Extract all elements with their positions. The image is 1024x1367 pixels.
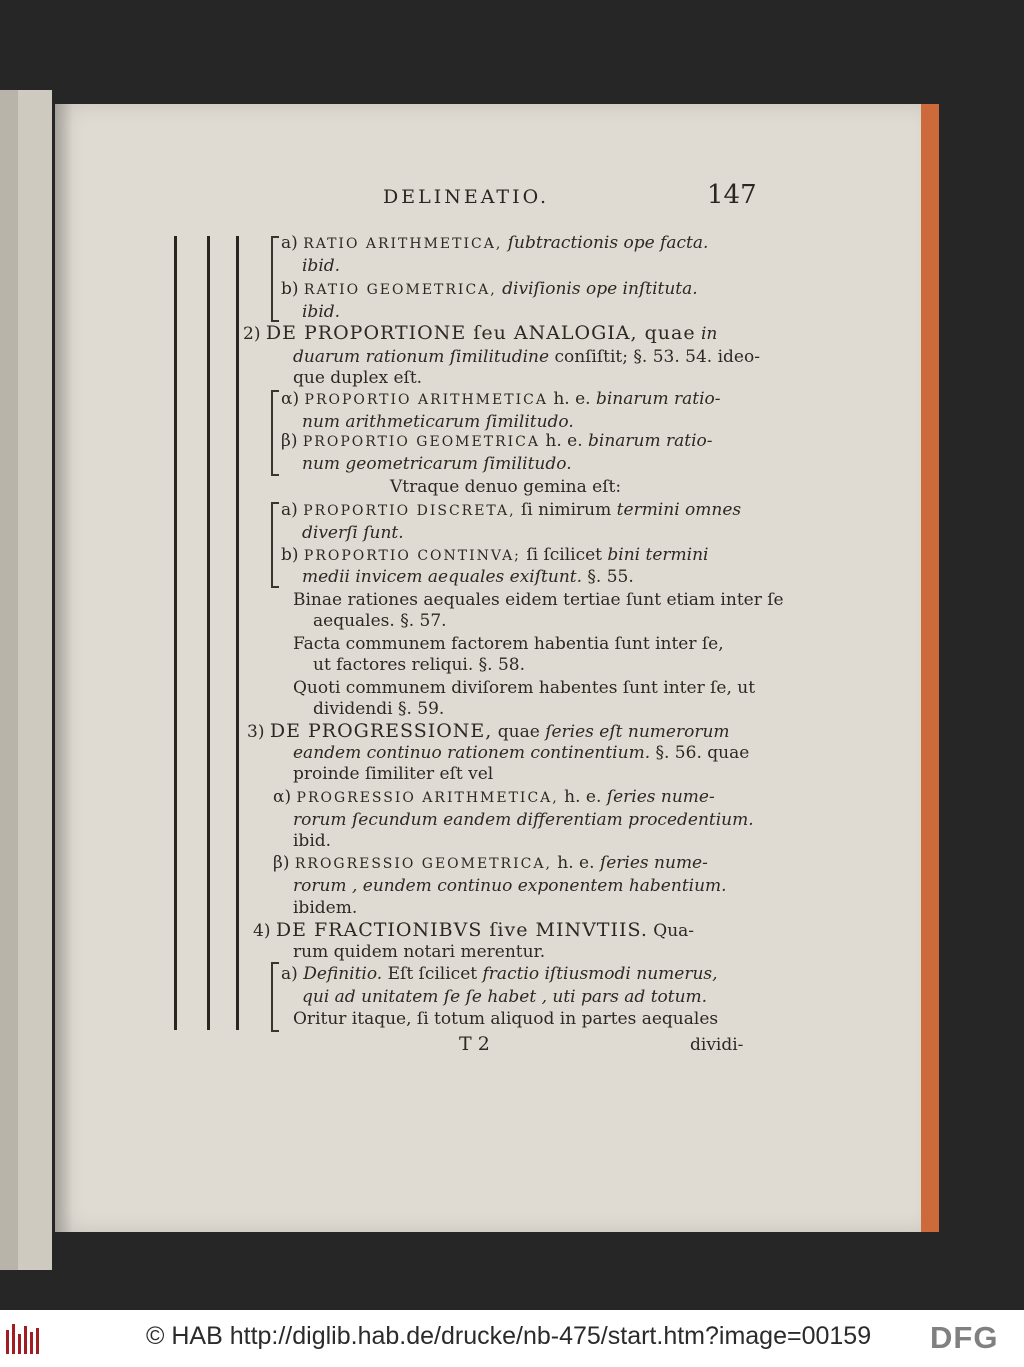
section-heading: 4) DE FRACTIONIBVS ſive MINVTIIS. Qua-: [253, 919, 695, 941]
text-line: num geometricarum ſimilitudo.: [302, 454, 572, 474]
text-line: qui ad unitatem ſe ſe habet , uti pars ad totum.: [302, 987, 708, 1007]
text-line: diverſi ſunt.: [302, 523, 404, 543]
text-line: Oritur itaque, ſi totum aliquod in partes aequales: [293, 1009, 719, 1029]
text-line: dividendi §. 59.: [313, 699, 445, 719]
text-line: α) PROPORTIO ARITHMETICA h. e. binarum ratio-: [281, 389, 721, 409]
signature-mark: T 2: [459, 1033, 490, 1055]
catchword: dividi-: [690, 1035, 744, 1055]
text-line: Facta communem factorem habentia ſunt inter ſe,: [293, 634, 724, 654]
text-line: ibidem.: [293, 898, 358, 918]
text-line: num arithmeticarum ſimilitudo.: [302, 412, 574, 432]
text-line: a) RATIO ARITHMETICA, ſubtractionis ope facta.: [281, 233, 709, 253]
text-line: b) RATIO GEOMETRICA, diviſionis ope inſtituta.: [281, 279, 698, 299]
section-heading: 2) DE PROPORTIONE ſeu ANALOGIA, quae in: [243, 322, 718, 344]
text-line: medii invicem aequales exiſtunt. §. 55.: [302, 567, 634, 587]
text-line: ut factores reliqui. §. 58.: [313, 655, 525, 675]
dfg-logo: DFG: [930, 1320, 999, 1355]
outline-rule-3: [236, 236, 239, 1030]
bracket-proportio: [271, 390, 279, 476]
footer-bar: [0, 1310, 1024, 1367]
text-line: b) PROPORTIO CONTINVA; ſi ſcilicet bini termini: [281, 545, 709, 565]
text-line: a) Definitio. Eſt ſcilicet fractio iſtiusmodi numerus,: [281, 964, 718, 984]
text-line: α) PROGRESSIO ARITHMETICA, h. e. ſeries nume-: [273, 787, 715, 807]
page-edge-orange: [921, 104, 939, 1232]
text-line: rum quidem notari merentur.: [293, 942, 546, 962]
text-line: duarum rationum ſimilitudine conſiſtit; §. 53. 54. ideo-: [293, 347, 760, 367]
text-line: β) PROPORTIO GEOMETRICA h. e. binarum ratio-: [281, 431, 713, 451]
text-line: proinde ſimiliter eſt vel: [293, 764, 494, 784]
text-line: β) RROGRESSIO GEOMETRICA, h. e. ſeries nume-: [273, 853, 708, 873]
text-line: Quoti communem diviſorem habentes ſunt inter ſe, ut: [293, 678, 756, 698]
text-line: ibid.: [293, 831, 332, 851]
text-line: Vtraque denuo gemina eſt:: [390, 477, 622, 497]
bracket-definitio: [271, 962, 279, 1032]
bracket-discreta: [271, 502, 279, 588]
text-line: ibid.: [302, 256, 341, 276]
text-line: que duplex eſt.: [293, 368, 423, 388]
section-heading: 3) DE PROGRESSIONE, quae ſeries eſt numerorum: [247, 720, 730, 742]
text-line: a) PROPORTIO DISCRETA, ſi nimirum termini omnes: [281, 500, 742, 520]
bracket-ratio: [271, 236, 279, 322]
binding-shadow: [0, 90, 18, 1270]
text-line: rorum , eundem continuo exponentem habentium.: [293, 876, 727, 896]
copyright-link[interactable]: © HAB http://diglib.hab.de/drucke/nb-475/start.htm?image=00159: [146, 1322, 872, 1350]
outline-rule-2: [207, 236, 210, 1030]
text-line: eandem continuo rationem continentium. §. 56. quae: [293, 743, 750, 763]
text-line: rorum ſecundum eandem differentiam procedentium.: [293, 810, 754, 830]
text-line: Binae rationes aequales eidem tertiae ſunt etiam inter ſe: [293, 590, 784, 610]
text-line: aequales. §. 57.: [313, 611, 447, 631]
text-line: ibid.: [302, 302, 341, 322]
hab-logo-icon: [6, 1324, 44, 1354]
page-number: 147: [707, 180, 757, 210]
gutter-shadow: [55, 104, 73, 1232]
outline-rule-1: [174, 236, 177, 1030]
running-title: DELINEATIO.: [383, 186, 550, 208]
